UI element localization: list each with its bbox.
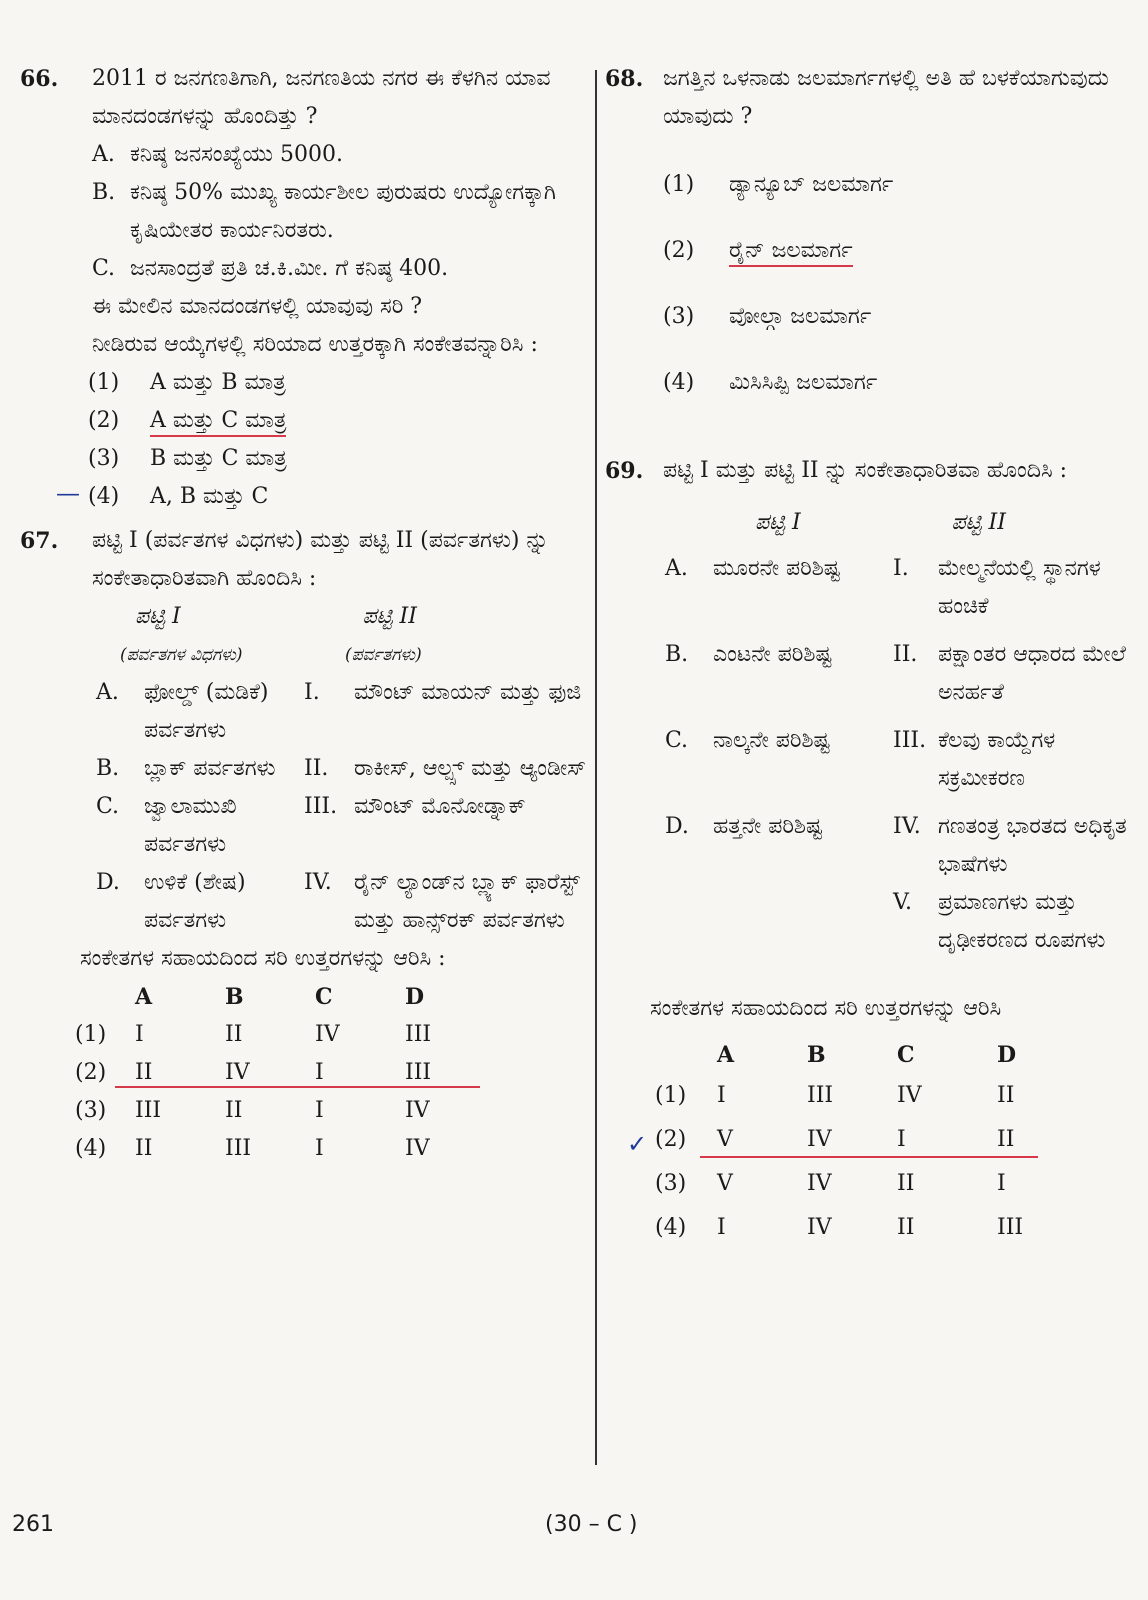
page-number: 261 — [12, 1512, 54, 1537]
option-3[interactable]: (3) ವೋಲ್ಗಾ ಜಲಮಾರ್ಗ — [663, 304, 872, 329]
list-subheaders: (ಪರ್ವತಗಳ ವಿಧಗಳು) (ಪರ್ವತಗಳು) — [120, 645, 422, 665]
question-text: 2011 ರ ಜನಗಣತಿಗಾಗಿ, ಜನಗಣತಿಯ ನಗರ ಈ ಕೆಳಗಿನ ಯಾವ ಮಾನದಂಡಗಳನ್ನು ಹೊಂದಿತ್ತು ? — [92, 66, 551, 129]
question-69 — [605, 452, 1148, 1250]
question-number: 69. — [605, 458, 644, 484]
option-1[interactable]: (1) A ಮತ್ತು B ಮಾತ್ರ — [88, 370, 286, 395]
option-2[interactable]: (2) A ಮತ್ತು C ಮಾತ್ರ — [20, 402, 590, 440]
match-row: D. ಹತ್ತನೇ ಪರಿಶಿಷ್ಟ IV. ಗಣತಂತ್ರ ಭಾರತದ ಅಧಿಕೃತ ಭಾಷೆಗಳು — [665, 814, 1127, 877]
tick-mark-icon: ✓ — [627, 1130, 648, 1158]
statement: B. ಕನಿಷ್ಠ 50% ಮುಖ್ಯ ಕಾರ್ಯಶೀಲ ಪುರುಷರು ಉದ್ಯೋಗಕ್ಕಾಗಿ ಕೃಷಿಯೇತರ ಕಾರ್ಯನಿರತರು. — [92, 180, 556, 243]
question-text: ಪಟ್ಟಿ I ಮತ್ತು ಪಟ್ಟಿ II ನ್ನು ಸಂಕೇತಾಧಾರಿತವಾ ಹೊಂದಿಸಿ : — [663, 458, 1068, 483]
question-67 — [20, 522, 590, 1168]
match-row: A. ಮೂರನೇ ಪರಿಶಿಷ್ಟ I. ಮೇಲ್ಮನೆಯಲ್ಲಿ ಸ್ಥಾನಗಳ ಹಂಚಿಕೆ — [665, 556, 1101, 619]
answer-option-4[interactable]: (4) I IV II III — [655, 1215, 1024, 1240]
match-row: V. ಪ್ರಮಾಣಗಳು ಮತ್ತು ದೃಢೀಕರಣದ ರೂಪಗಳು — [893, 890, 1106, 953]
answer-option-2[interactable]: ✓ (2) V IV I II — [605, 1118, 1148, 1162]
answer-header: A B C D — [717, 1042, 1017, 1068]
codes-instruction: ಸಂಕೇತಗಳ ಸಹಾಯದಿಂದ ಸರಿ ಉತ್ತರಗಳನ್ನು ಆರಿಸಿ : — [80, 946, 446, 971]
match-row: B. ಎಂಟನೇ ಪರಿಶಿಷ್ಟ II. ಪಕ್ಷಾಂತರ ಆಧಾರದ ಮೇಲೆ ಅನರ್ಹತೆ — [665, 642, 1126, 705]
question-number: 68. — [605, 66, 644, 92]
answer-option-3[interactable]: (3) III II I IV — [75, 1098, 430, 1123]
match-row: A. ಫೋಲ್ಡ್ (ಮಡಿಕೆ) ಪರ್ವತಗಳು I. ಮೌಂಟ್ ಮಾಯನ್ ಮತ್ತು ಫುಜಿ — [96, 680, 582, 743]
option-4[interactable]: (4) ಮಿಸಿಸಿಪ್ಪಿ ಜಲಮಾರ್ಗ — [663, 370, 878, 395]
list-headers: ಪಟ್ಟಿ I ಪಟ್ಟಿ II — [135, 604, 417, 629]
list-headers: ಪಟ್ಟಿ I ಪಟ್ಟಿ II — [755, 510, 1006, 535]
statement: C. ಜನಸಾಂದ್ರತೆ ಪ್ರತಿ ಚ.ಕಿ.ಮೀ. ಗೆ ಕನಿಷ್ಠ 400. — [92, 256, 449, 281]
statement: A. ಕನಿಷ್ಠ ಜನಸಂಖ್ಯೆಯು 5000. — [92, 142, 343, 167]
answer-option-4[interactable]: (4) II III I IV — [75, 1136, 430, 1161]
option-3[interactable]: (3) B ಮತ್ತು C ಮಾತ್ರ — [88, 446, 287, 471]
option-1[interactable]: (1) ಡ್ಯಾನ್ಯೂಬ್ ಜಲಮಾರ್ಗ — [663, 172, 894, 197]
answer-header: A B C D — [135, 984, 425, 1010]
answer-option-1[interactable]: (1) I II IV III — [75, 1022, 432, 1047]
left-column — [20, 60, 590, 1168]
instruction: ನೀಡಿರುವ ಆಯ್ಕೆಗಳಲ್ಲಿ ಸರಿಯಾದ ಉತ್ತರಕ್ಕಾಗಿ ಸಂಕೇತವನ್ನಾರಿಸಿ : — [92, 332, 538, 357]
question-text: ಜಗತ್ತಿನ ಒಳನಾಡು ಜಲಮಾರ್ಗಗಳಲ್ಲಿ ಅತಿ ಹೆ ಬಳಕೆಯಾಗುವುದು ಯಾವುದು ? — [663, 66, 1109, 129]
match-row: D. ಉಳಿಕೆ (ಶೇಷ) ಪರ್ವತಗಳು IV. ರೈನ್ ಲ್ಯಾಂಡ್‌ನ ಬ್ಲ್ಯಾಕ್ ಫಾರೆಸ್ಟ್ ಮತ್ತು ಹಾನ್ಸ್‌ರಕ್ ಪರ್ವತಗಳು — [96, 870, 580, 933]
sub-question: ಈ ಮೇಲಿನ ಮಾನದಂಡಗಳಲ್ಲಿ ಯಾವುವು ಸರಿ ? — [92, 294, 423, 319]
codes-instruction: ಸಂಕೇತಗಳ ಸಹಾಯದಿಂದ ಸರಿ ಉತ್ತರಗಳನ್ನು ಆರಿಸಿ — [650, 996, 1002, 1021]
right-column — [605, 60, 1148, 1250]
option-2[interactable]: (2) ರೈನ್ ಜಲಮಾರ್ಗ — [605, 218, 1148, 284]
column-divider — [595, 70, 597, 1465]
question-66 — [20, 60, 590, 516]
question-number: 67. — [20, 528, 59, 554]
question-68 — [605, 60, 1148, 416]
match-row: C. ನಾಲ್ಕನೇ ಪರಿಶಿಷ್ಟ III. ಕೆಲವು ಕಾಯ್ದೆಗಳ ಸಕ್ರಮೀಕರಣ — [665, 728, 1056, 791]
question-number: 66. — [20, 66, 59, 92]
answer-option-1[interactable]: (1) I III IV II — [655, 1083, 1015, 1108]
paper-code: (30 – C ) — [545, 1512, 638, 1537]
match-row: B. ಬ್ಲಾಕ್ ಪರ್ವತಗಳು II. ರಾಕೀಸ್, ಆಲ್ಪ್ಸ್ ಮತ್ತು ಆ್ಯಂಡೀಸ್ — [96, 756, 587, 781]
question-text: ಪಟ್ಟಿ I (ಪರ್ವತಗಳ ವಿಧಗಳು) ಮತ್ತು ಪಟ್ಟಿ II (ಪರ್ವತಗಳು) ನ್ನು ಸಂಕೇತಾಧಾರಿತವಾಗಿ ಹೊಂದಿಸಿ : — [92, 528, 549, 591]
tick-mark-icon: — — [56, 479, 80, 507]
option-4[interactable]: — (4) A, B ಮತ್ತು C — [20, 478, 590, 516]
match-row: C. ಜ್ವಾಲಾಮುಖಿ ಪರ್ವತಗಳು III. ಮೌಂಟ್ ಮೊನೋಡ್ನಾಕ್ — [96, 794, 526, 857]
answer-option-3[interactable]: (3) V IV II I — [655, 1171, 1006, 1196]
answer-option-2[interactable]: (2) II IV I III — [20, 1054, 590, 1092]
